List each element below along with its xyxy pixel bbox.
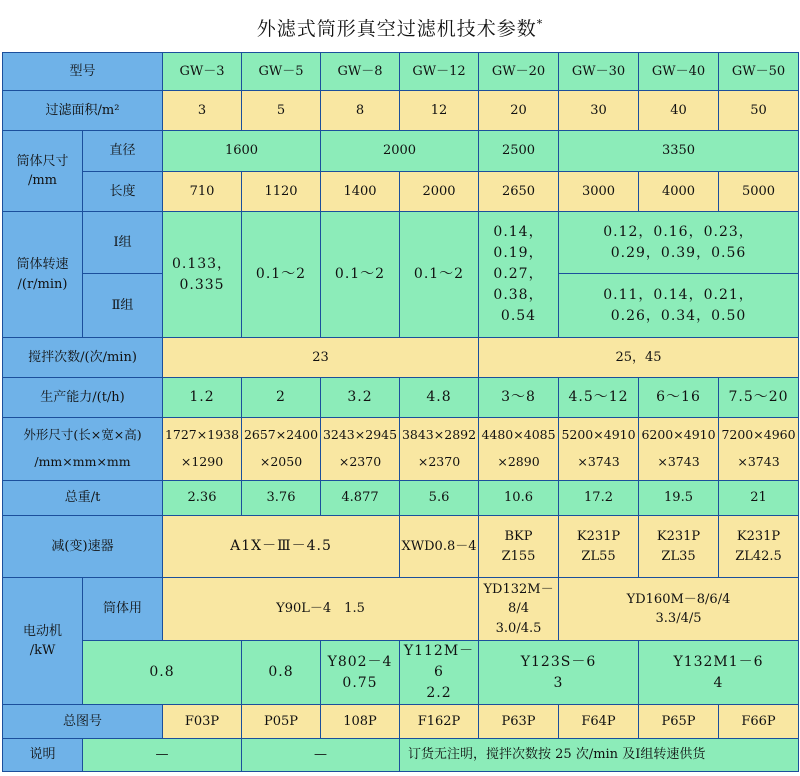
diameter-cell: 2000 <box>321 131 479 172</box>
spec-table <box>2 52 799 772</box>
drawing-cell: P65P <box>639 705 719 739</box>
length-cell: 2650 <box>479 172 559 212</box>
table-title: 外滤式筒形真空过滤机技术参数* <box>256 17 544 40</box>
model-row <box>3 53 799 91</box>
drawing-cell: F162P <box>400 705 479 739</box>
capacity-label: 生产能力/(t/h) <box>3 378 163 418</box>
area-cell: 20 <box>479 91 559 131</box>
dimensions-cell: 2657×2400 ×2050 <box>242 418 321 481</box>
motor-stir-gw8: Y802－4 0.75 <box>321 641 400 705</box>
weight-cell: 2.36 <box>163 481 242 516</box>
length-cell: 3000 <box>559 172 639 212</box>
model-cell: GW－40 <box>639 53 719 91</box>
speed-cell-gw20: 0.14，0.19， 0.27，0.38， 0.54 <box>479 212 559 338</box>
weight-cell: 17.2 <box>559 481 639 516</box>
drawing-label: 总图号 <box>3 705 163 739</box>
dimensions-row <box>3 418 799 481</box>
dimensions-cell: 3243×2945 ×2370 <box>321 418 400 481</box>
dimensions-cell: 5200×4910 ×3743 <box>559 418 639 481</box>
notes-label: 说明 <box>3 739 83 772</box>
capacity-cell: 3～8 <box>479 378 559 418</box>
dimensions-cell: 3843×2892 ×2370 <box>400 418 479 481</box>
reducer-row <box>3 516 799 578</box>
capacity-cell: 6～16 <box>639 378 719 418</box>
speed-cell-gw3: 0.133， 0.335 <box>163 212 242 338</box>
motor-drum-large: YD160M－8/6/4 3.3/4/5 <box>559 578 799 641</box>
diameter-cell: 2500 <box>479 131 559 172</box>
drawing-cell: F64P <box>559 705 639 739</box>
speed-group1-large: 0.12，0.16，0.23， 0.29，0.39，0.56 <box>559 212 799 274</box>
weight-label: 总重/t <box>3 481 163 516</box>
area-cell: 12 <box>400 91 479 131</box>
area-label: 过滤面积/m² <box>3 91 163 131</box>
capacity-cell: 1.2 <box>163 378 242 418</box>
area-cell: 40 <box>639 91 719 131</box>
model-label: 型号 <box>3 53 163 91</box>
motor-stir-gw5: 0.8 <box>242 641 321 705</box>
drum-speed-label: 筒体转速 /(r/min) <box>3 212 83 338</box>
weight-cell: 5.6 <box>400 481 479 516</box>
notes-text: 订货无注明，搅拌次数按 25 次/min 及Ⅰ组转速供货 <box>400 739 799 772</box>
reducer-small: A1X－Ⅲ－4.5 <box>163 516 400 578</box>
capacity-cell: 7.5～20 <box>719 378 799 418</box>
length-cell: 2000 <box>400 172 479 212</box>
speed-cell-gw8: 0.1～2 <box>321 212 400 338</box>
drawing-cell: P05P <box>242 705 321 739</box>
capacity-row <box>3 378 799 418</box>
notes-row <box>3 739 799 772</box>
reducer-label: 减(变)速器 <box>3 516 163 578</box>
weight-cell: 19.5 <box>639 481 719 516</box>
area-cell: 8 <box>321 91 400 131</box>
motor-stir-row <box>3 641 799 705</box>
weight-cell: 10.6 <box>479 481 559 516</box>
motor-stir-gw20-30: Y123S－6 3 <box>479 641 639 705</box>
speed-cell-gw5: 0.1～2 <box>242 212 321 338</box>
length-cell: 1120 <box>242 172 321 212</box>
diameter-label: 直径 <box>83 131 163 172</box>
notes-dash-2: — <box>242 739 400 772</box>
motor-stir-gw12: Y112M－6 2.2 <box>400 641 479 705</box>
reducer-gw50: K231P ZL42.5 <box>719 516 799 578</box>
motor-drum-row <box>3 578 799 641</box>
dimensions-cell: 6200×4910 ×3743 <box>639 418 719 481</box>
speed-group2-label: Ⅱ组 <box>83 274 163 338</box>
capacity-cell: 2 <box>242 378 321 418</box>
drawing-row <box>3 705 799 739</box>
reducer-gw20: BKP Z155 <box>479 516 559 578</box>
drawing-cell: F66P <box>719 705 799 739</box>
motor-drum-small: Y90L－4 1.5 <box>163 578 479 641</box>
diameter-cell: 1600 <box>163 131 321 172</box>
diameter-cell: 3350 <box>559 131 799 172</box>
diameter-row <box>3 131 799 172</box>
area-cell: 3 <box>163 91 242 131</box>
motor-drum-label: 筒体用 <box>83 578 163 641</box>
reducer-gw30: K231P ZL55 <box>559 516 639 578</box>
notes-dash-1: — <box>83 739 242 772</box>
length-cell: 4000 <box>639 172 719 212</box>
drawing-cell: 108P <box>321 705 400 739</box>
stir-large: 25，45 <box>479 338 799 378</box>
stir-small: 23 <box>163 338 479 378</box>
model-cell: GW－50 <box>719 53 799 91</box>
capacity-cell: 4.5～12 <box>559 378 639 418</box>
reducer-gw12: XWD0.8－4 <box>400 516 479 578</box>
dimensions-label: 外形尺寸(长×宽×高) /mm×mm×mm <box>3 418 163 481</box>
area-cell: 5 <box>242 91 321 131</box>
dimensions-cell: 1727×1938 ×1290 <box>163 418 242 481</box>
drawing-cell: P63P <box>479 705 559 739</box>
drawing-cell: F03P <box>163 705 242 739</box>
model-cell: GW－5 <box>242 53 321 91</box>
model-cell: GW－3 <box>163 53 242 91</box>
capacity-cell: 3.2 <box>321 378 400 418</box>
speed-cell-gw12: 0.1～2 <box>400 212 479 338</box>
dimensions-cell: 7200×4960 ×3743 <box>719 418 799 481</box>
capacity-cell: 4.8 <box>400 378 479 418</box>
area-row <box>3 91 799 131</box>
length-cell: 710 <box>163 172 242 212</box>
motor-stir-gw40-50: Y132M1－6 4 <box>639 641 799 705</box>
weight-cell: 21 <box>719 481 799 516</box>
weight-cell: 4.877 <box>321 481 400 516</box>
length-label: 长度 <box>83 172 163 212</box>
speed-group1-row <box>3 212 799 274</box>
speed-group2-large: 0.11，0.14，0.21， 0.26，0.34，0.50 <box>559 274 799 338</box>
dimensions-cell: 4480×4085 ×2890 <box>479 418 559 481</box>
weight-cell: 3.76 <box>242 481 321 516</box>
model-cell: GW－8 <box>321 53 400 91</box>
length-cell: 5000 <box>719 172 799 212</box>
motor-stir-gw3: 0.8 <box>83 641 242 705</box>
motor-label: 电动机 /kW <box>3 578 83 705</box>
model-cell: GW－30 <box>559 53 639 91</box>
model-cell: GW－12 <box>400 53 479 91</box>
stir-label: 搅拌次数/(次/min) <box>3 338 163 378</box>
model-cell: GW－20 <box>479 53 559 91</box>
area-cell: 30 <box>559 91 639 131</box>
area-cell: 50 <box>719 91 799 131</box>
motor-drum-gw20: YD132M－8/4 3.0/4.5 <box>479 578 559 641</box>
stir-row <box>3 338 799 378</box>
weight-row <box>3 481 799 516</box>
length-cell: 1400 <box>321 172 400 212</box>
speed-group1-label: Ⅰ组 <box>83 212 163 274</box>
length-row <box>3 172 799 212</box>
drum-size-label: 筒体尺寸 /mm <box>3 131 83 212</box>
reducer-gw40: K231P ZL35 <box>639 516 719 578</box>
